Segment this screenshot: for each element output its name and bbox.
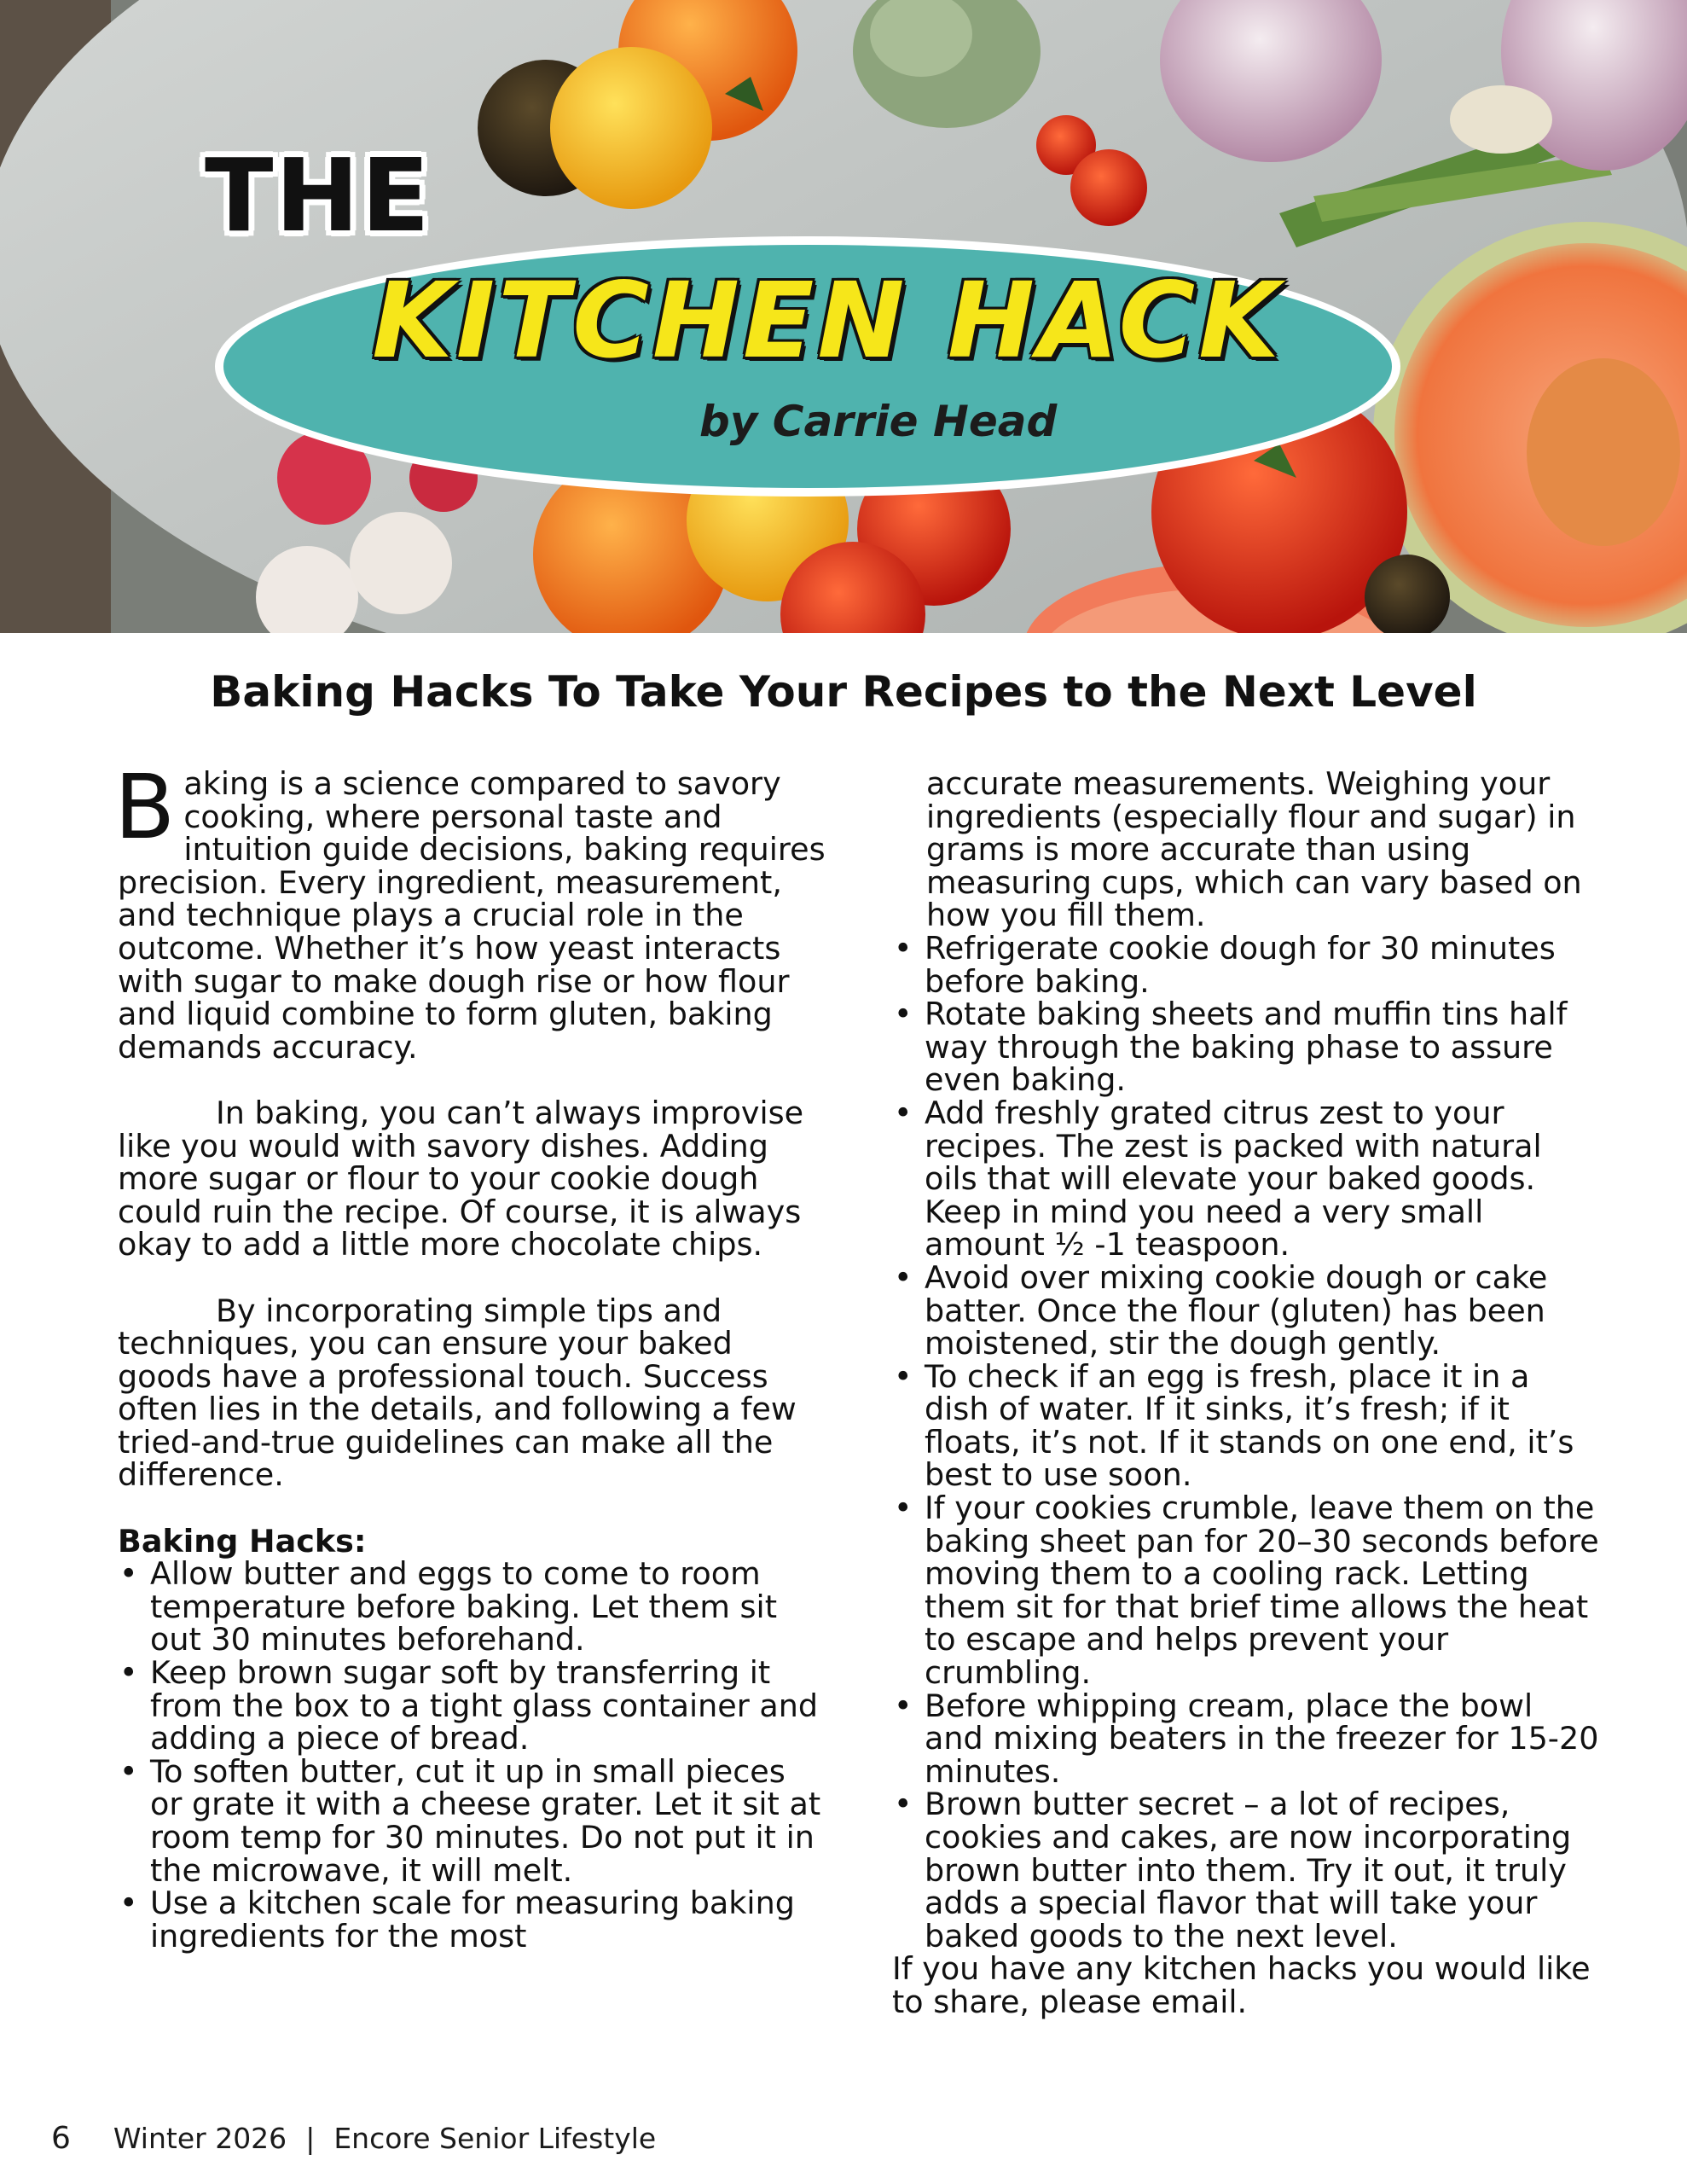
list-item: • If your cookies crumble, leave them on the baking sheet pan for 20–30 seconds before moving them to a cooling rack. Letting them sit for that brief time allows the heat to escape and helps prevent your crumbling.	[892, 1492, 1600, 1690]
page-number: 6	[51, 2121, 71, 2156]
list-item: • Brown butter secret – a lot of recipes, cookies and cakes, are now incorporating brown butter into them. Try it out, it truly adds a special flavor that will take your baked goods to the next level.	[892, 1788, 1600, 1953]
list-item: • Use a kitchen scale for measuring baking ingredients for the most	[118, 1887, 826, 1953]
footer-separator: |	[305, 2122, 316, 2155]
list-item: • Avoid over mixing cookie dough or cake batter. Once the flour (gluten) has been moistened, stir the dough gently.	[892, 1262, 1600, 1361]
list-item: • Refrigerate cookie dough for 30 minutes before baking.	[892, 932, 1600, 998]
intro-paragraph	[114, 755, 826, 1066]
intro-text: aking is a science compared to savory cooking, where personal taste and intuition guide decisions, baking requires precision. Every ingredient, measurement, and technique plays a crucial role in the outcome. Whether it’s how yeast interacts with sugar to make dough rise or how flour and liquid combine to form gluten, baking demands accuracy.	[118, 765, 826, 1066]
article-column-right	[892, 765, 1600, 2020]
issue-date: Winter 2026	[113, 2122, 287, 2155]
closing-paragraph: If you have any kitchen hacks you would like to share, please email.	[892, 1950, 1591, 2020]
paragraph-3: By incorporating simple tips and techniques, you can ensure your baked goods have a professional touch. Success often lies in the details, and following a few tried-and-true guidelines can make all the difference.	[118, 1292, 797, 1494]
list-item: • To check if an egg is fresh, place it in a dish of water. If it sinks, it’s fresh; if it floats, it’s not. If it stands on one end, it’s best to use soon.	[892, 1361, 1600, 1492]
list-item: • To soften butter, cut it up in small pieces or grate it with a cheese grater. Let it sit at room temp for 30 minutes. Do not put it in the microwave, it will melt.	[118, 1756, 826, 1887]
page-footer	[51, 2121, 656, 2156]
header-the: THE	[205, 136, 432, 254]
list-item: • Before whipping cream, place the bowl and mixing beaters in the freezer for 15-20 minutes.	[892, 1690, 1600, 1789]
list-item: • Rotate baking sheets and muffin tins half way through the baking phase to assure even baking.	[892, 998, 1600, 1097]
list-item: • Add freshly grated citrus zest to your recipes. The zest is packed with natural oils that will elevate your baked goods. Keep in mind you need a very small amount ½ -1 teaspoon.	[892, 1097, 1600, 1262]
column-title: KITCHEN HACK	[372, 260, 1283, 381]
hacks-list-right	[892, 929, 1600, 1955]
list-item-continued: accurate measurements. Weighing your ingredients (especially flour and sugar) in grams is more accurate than using measuring cups, which can vary based on how you fill them.	[926, 765, 1582, 934]
article-column-left	[114, 755, 826, 1955]
article-headline: Baking Hacks To Take Your Recipes to the Next Level	[210, 667, 1477, 717]
list-item: • Keep brown sugar soft by transferring it from the box to a tight glass container and adding a piece of bread.	[118, 1657, 826, 1756]
hacks-list-left	[118, 1555, 826, 1955]
hacks-label: Baking Hacks:	[118, 1522, 367, 1560]
publication-name: Encore Senior Lifestyle	[333, 2122, 657, 2155]
drop-cap: B	[114, 755, 176, 859]
byline: by Carrie Head	[699, 397, 1058, 446]
paragraph-2: In baking, you can’t always improvise like you would with savory dishes. Adding more sugar or flour to your cookie dough could ruin the recipe. Of course, it is always okay to add a little more chocolate chips.	[118, 1094, 804, 1263]
header-banner	[0, 0, 1687, 633]
list-item: • Allow butter and eggs to come to room temperature before baking. Let them sit out 30 minutes beforehand.	[118, 1558, 826, 1657]
